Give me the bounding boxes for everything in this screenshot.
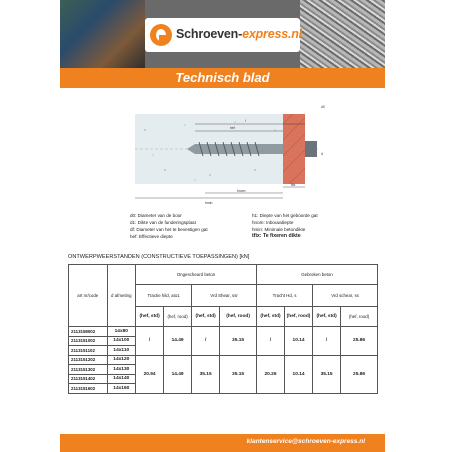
cell-value: 14.49 — [164, 327, 192, 356]
legend-item: df: Diameter van het te bevestigen gat — [130, 227, 208, 232]
sub-header: (hef, rood) — [220, 307, 257, 327]
header-banner — [60, 0, 385, 68]
cell-size: 14x80 — [107, 327, 136, 337]
cell-value: 20.26 — [257, 355, 285, 393]
cell-value: 14.49 — [164, 355, 192, 393]
cell-value: 25.86 — [341, 355, 378, 393]
document-page — [60, 0, 385, 452]
cell-size: 14x120 — [107, 355, 136, 365]
sub-header: (hef, rood) — [341, 307, 378, 327]
cell-code: 2113151202 — [69, 355, 108, 365]
sub-header: (hef, rood) — [164, 307, 192, 327]
label-hef: hef — [230, 126, 235, 130]
legend-item: hef: Effectieve diepte — [130, 234, 173, 239]
label-l: l — [245, 119, 246, 123]
cell-size: 14x110 — [107, 346, 136, 356]
footer-bar — [60, 434, 385, 452]
brand-logo — [145, 18, 300, 52]
cell-value: 25.86 — [341, 327, 378, 356]
cell-code: 2113151602 — [69, 384, 108, 394]
cell-value: 35.15 — [220, 355, 257, 393]
cell-value: / — [257, 327, 285, 356]
legend-left — [130, 212, 250, 240]
cell-value: 35.15 — [313, 355, 341, 393]
legend-item: hnom: Inbouwdiepte — [252, 220, 294, 225]
cell-value: 20.94 — [136, 355, 164, 393]
header-shear: Vrd Shear, ssr — [192, 285, 257, 307]
header-tension-2: Tracht Hd, s — [257, 285, 313, 307]
legend-right — [252, 212, 367, 240]
label-hnom: hnom — [237, 189, 246, 193]
cell-code: 2113151102 — [69, 346, 108, 356]
header-uncracked: Ongescheurd beton — [136, 265, 257, 285]
legend-item: d0: Diameter van de boor — [130, 213, 182, 218]
header-code: art nr/code — [69, 265, 108, 327]
cell-value: / — [313, 327, 341, 356]
screw-head — [305, 141, 317, 157]
cell-value: / — [192, 327, 220, 356]
cell-size: 14x100 — [107, 336, 136, 346]
cell-size: 14x160 — [107, 384, 136, 394]
logo-main-text: Schroeven- — [176, 27, 243, 41]
sub-header: (hef, std) — [257, 307, 285, 327]
legend-item: hmin: Minimale betondikte — [252, 227, 306, 232]
sub-header: (hef, rood) — [285, 307, 313, 327]
anchor-diagram — [125, 100, 360, 205]
logo-accent-text: express.nl — [242, 27, 302, 41]
cell-size: 14x140 — [107, 374, 136, 384]
cell-value: 35.15 — [192, 355, 220, 393]
header-shear-2: Vrd schear, ss — [313, 285, 378, 307]
header-cracked: Gebroken beton — [257, 265, 378, 285]
cell-size: 14x130 — [107, 365, 136, 375]
header-dims: d afmeting — [107, 265, 136, 327]
legend-item: d1: Dikte van de funderingsplaat — [130, 220, 196, 225]
tools-photo — [60, 0, 145, 68]
table-row — [69, 327, 378, 337]
label-tfix: tfix — [291, 183, 296, 187]
table-row — [69, 355, 378, 365]
cell-code: 2113151402 — [69, 374, 108, 384]
legend-item-bold: tfix: Te fixeren dikte — [252, 233, 301, 239]
header-tension: Tractie hild, ato1 — [136, 285, 192, 307]
sub-header: (hef, std) — [313, 307, 341, 327]
section-title: ONTWERPWEERSTANDEN (CONSTRUCTIEVE TOEPASSINGEN) [kN] — [68, 254, 250, 260]
cell-value: 35.15 — [220, 327, 257, 356]
footer-email[interactable]: klantenservice@schroeven-express.nl — [246, 438, 365, 445]
page-title: Technisch blad — [175, 70, 270, 85]
cell-value: 10.14 — [285, 355, 313, 393]
cell-value: / — [136, 327, 164, 356]
logo-icon — [150, 24, 172, 46]
sub-header: (hef, std) — [192, 307, 220, 327]
legend-item: h1: Diepte van het geboorde gat — [252, 213, 318, 218]
sub-header: (hef, std) — [136, 307, 164, 327]
screws-photo — [300, 0, 385, 68]
cell-value: 10.14 — [285, 327, 313, 356]
cell-code: 2113151302 — [69, 365, 108, 375]
label-d0: d0 — [321, 105, 325, 109]
resistance-table — [68, 264, 378, 394]
cell-code: 2113151002 — [69, 336, 108, 346]
title-bar — [60, 68, 385, 88]
label-hmin: hmin — [205, 201, 213, 205]
label-d: d — [321, 152, 323, 156]
cell-code: 2113158002 — [69, 327, 108, 337]
logo-text — [176, 27, 302, 41]
